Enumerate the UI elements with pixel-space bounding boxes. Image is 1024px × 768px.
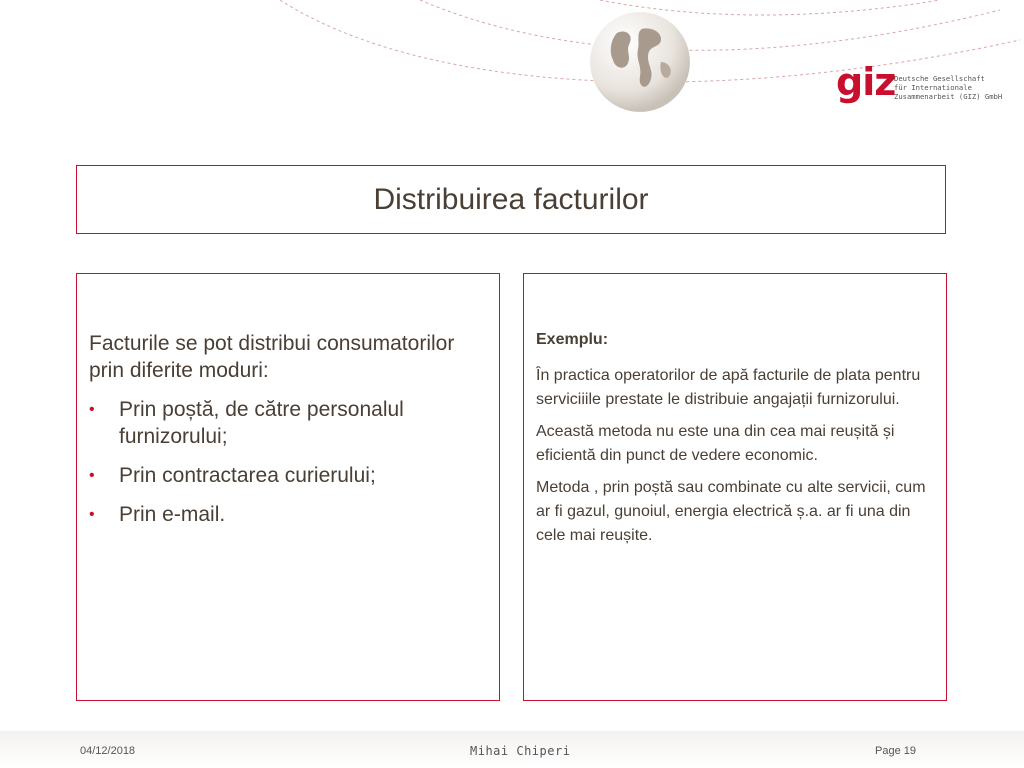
footer-date: 04/12/2018 xyxy=(80,745,136,757)
example-paragraph: Metoda , prin poștă sau combinate cu alte servicii, cum ar fi gazul, gunoiul, energia electrică ș.a. ar fi una din cele mai reușite. xyxy=(536,479,926,544)
list-item xyxy=(89,462,489,489)
footer-author: Mihai Chiperi xyxy=(470,744,571,758)
giz-logo-mark: giz xyxy=(836,60,896,104)
bullet-icon: • xyxy=(89,467,95,484)
left-panel-content xyxy=(89,330,489,540)
bullet-icon: • xyxy=(89,401,95,418)
logo-line: für Internationale xyxy=(894,83,972,92)
bullet-list xyxy=(89,396,489,528)
slide-title: Distribuirea facturilor xyxy=(373,182,649,216)
example-label: Exemplu: xyxy=(536,331,609,348)
left-intro: Facturile se pot distribui consumatorilor prin diferite moduri: xyxy=(89,332,455,382)
list-item xyxy=(89,501,489,528)
globe-icon xyxy=(588,10,692,114)
left-panel xyxy=(76,273,500,701)
giz-logo-text xyxy=(894,74,1002,101)
list-item xyxy=(89,396,489,450)
list-item-text: Prin contractarea curierului; xyxy=(119,464,376,487)
right-panel-content xyxy=(536,330,926,556)
slide-title-box xyxy=(76,165,946,234)
example-paragraph: În practica operatorilor de apă facturile de plata pentru serviciiile prestate le distribuie angajații furnizorului. xyxy=(536,367,921,408)
bullet-icon: • xyxy=(89,506,95,523)
footer xyxy=(0,731,1024,768)
list-item-text: Prin e-mail. xyxy=(119,503,226,526)
list-item-text: Prin poștă, de către personalul furnizorului; xyxy=(119,398,404,448)
giz-logo xyxy=(836,60,1006,106)
example-paragraph: Această metoda nu este una din cea mai reușită și eficientă din punct de vedere economic. xyxy=(536,423,895,464)
logo-line: Deutsche Gesellschaft xyxy=(894,74,985,83)
right-panel xyxy=(523,273,947,701)
footer-page-number: Page 19 xyxy=(875,745,916,757)
logo-line: Zusammenarbeit (GIZ) GmbH xyxy=(894,92,1003,101)
